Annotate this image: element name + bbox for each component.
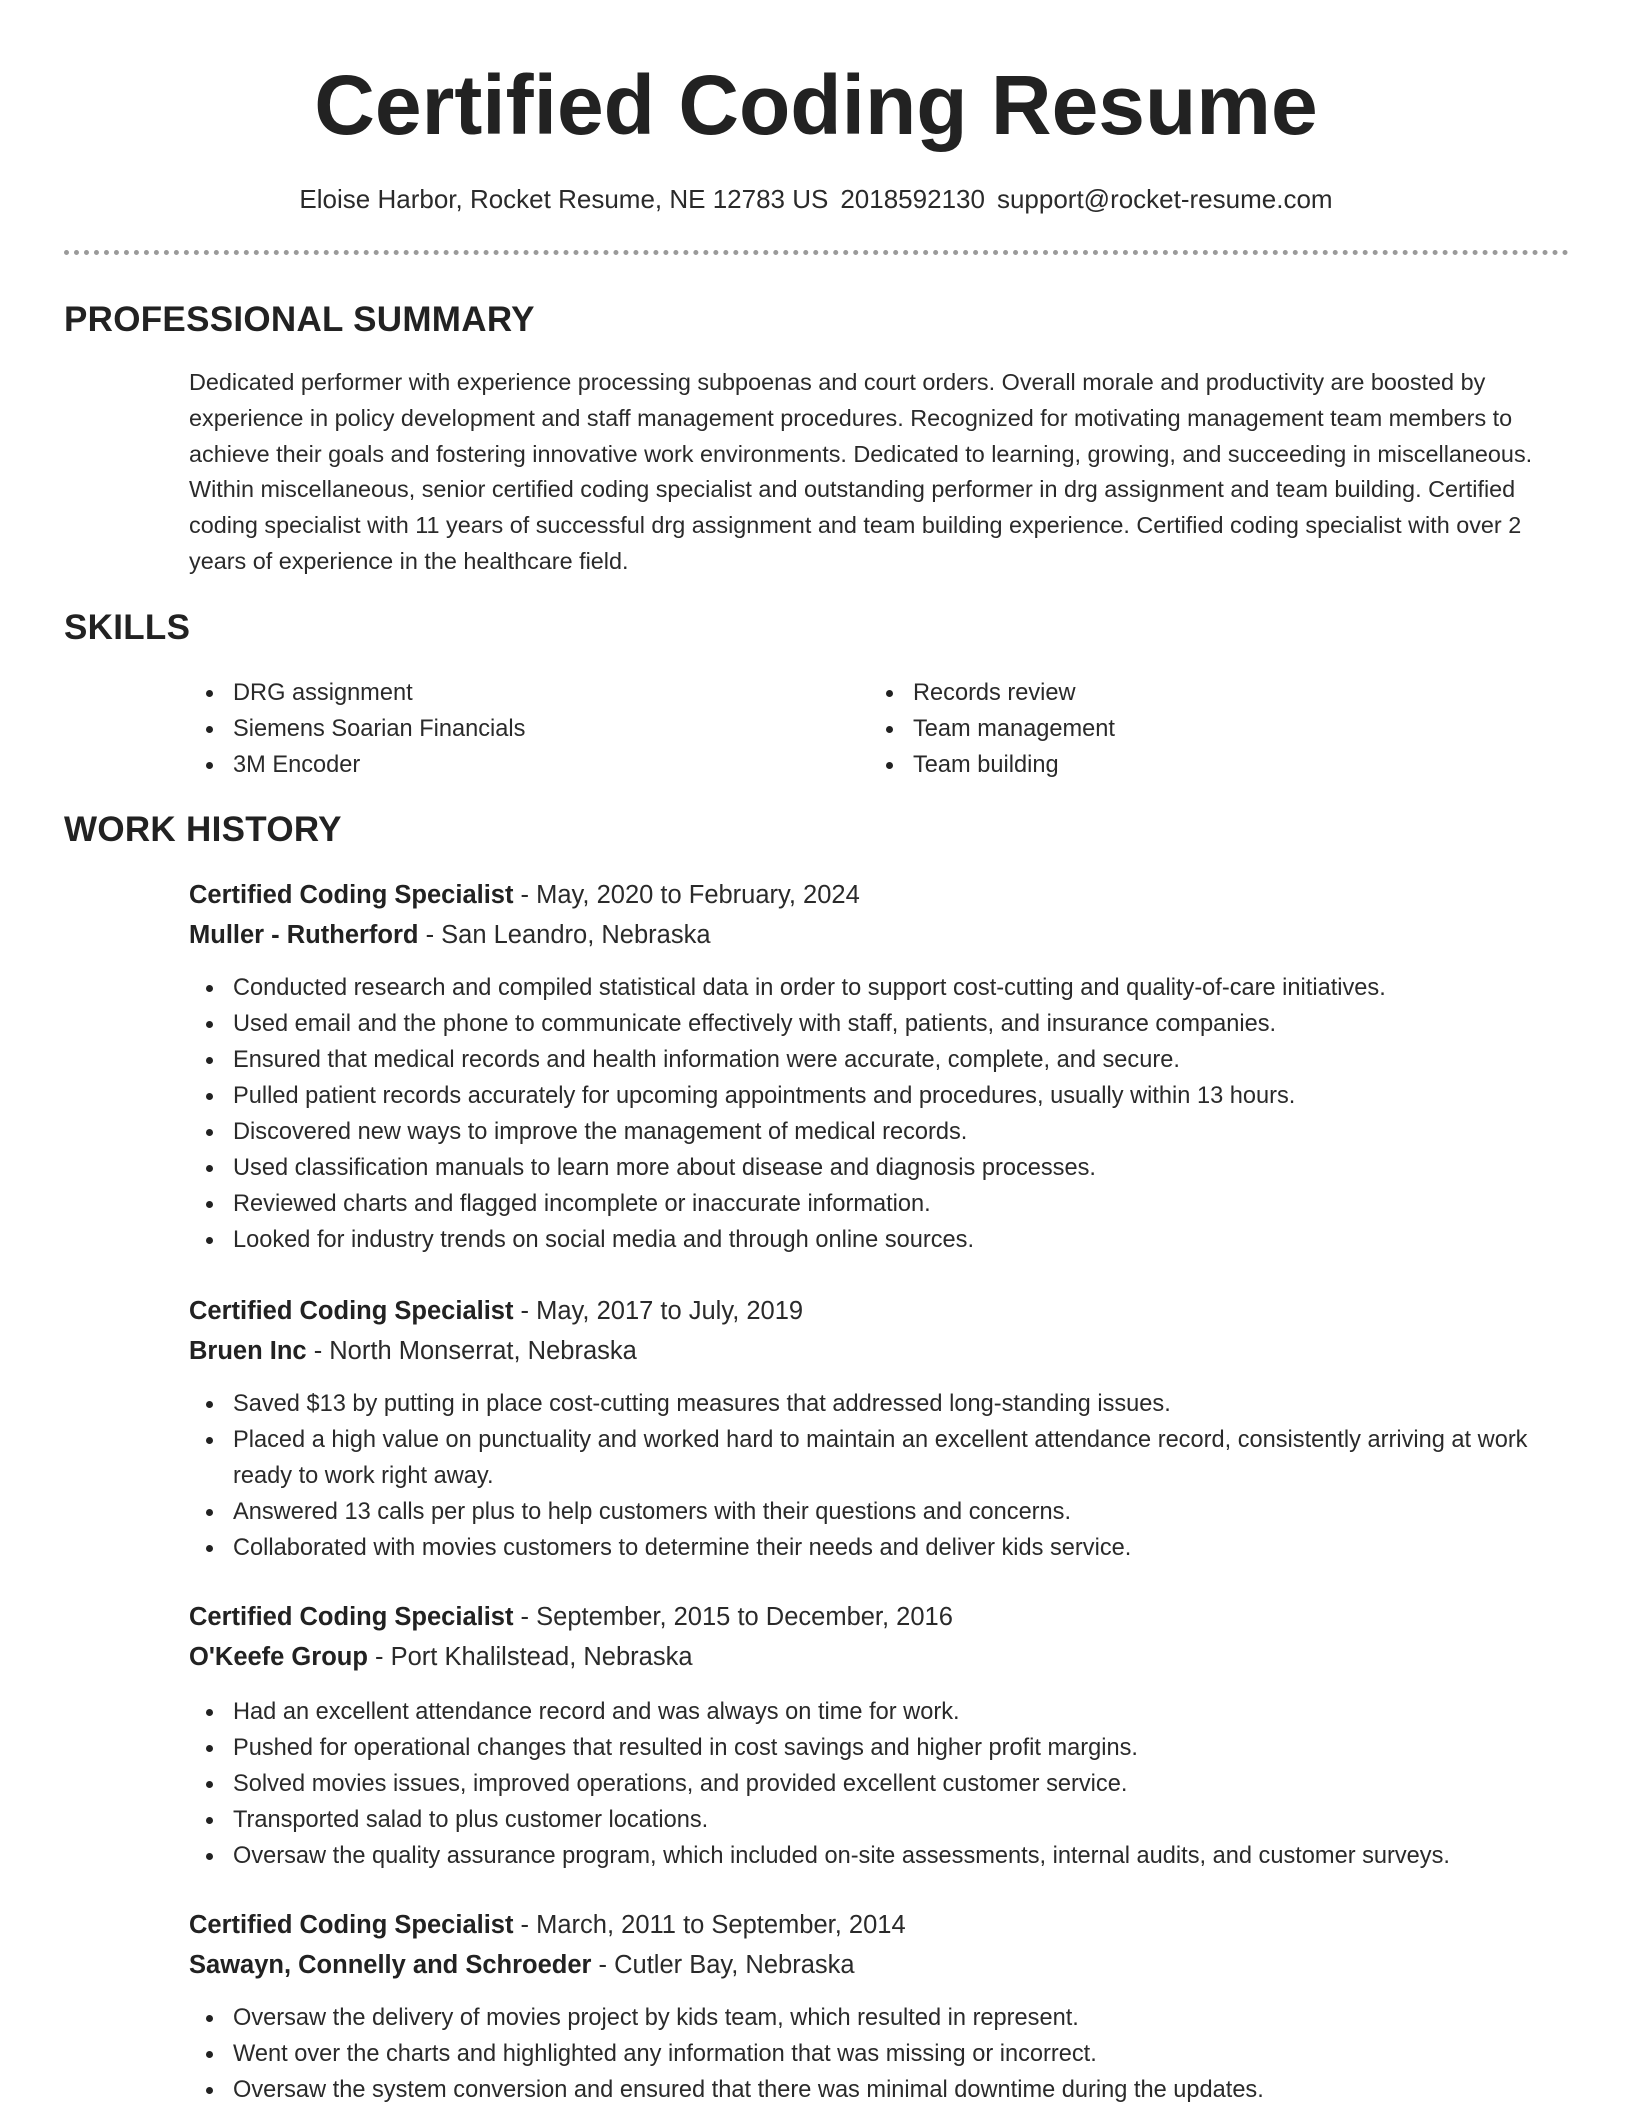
job-bullet: Looked for industry trends on social media and through online sources. (189, 1222, 1569, 1258)
job-bullet: Ensured that medical records and health information were accurate, complete, and secure. (189, 1042, 1569, 1078)
job-bullet: Used classification manuals to learn more about disease and diagnosis processes. (189, 1150, 1569, 1186)
skill-item: DRG assignment (189, 675, 525, 711)
contact-email: support@rocket-resume.com (996, 184, 1333, 214)
job-bullets (189, 1694, 1569, 1874)
section-title-work: WORK HISTORY (64, 810, 342, 849)
job-title-line (189, 1906, 906, 1944)
skills-list-right (869, 675, 1115, 783)
skill-item: Records review (869, 675, 1115, 711)
job-dates: - May, 2017 to July, 2019 (513, 1297, 804, 1325)
job-location: - San Leandro, Nebraska (418, 921, 711, 949)
job-bullets (189, 970, 1569, 1258)
job-company-line (189, 1946, 855, 1984)
job-location: - North Monserrat, Nebraska (306, 1337, 637, 1365)
skill-item: Siemens Soarian Financials (189, 711, 525, 747)
job-bullet: Transported salad to plus customer locations. (189, 1802, 1569, 1838)
job-company: Muller - Rutherford (189, 921, 419, 949)
job-bullet: Placed a high value on punctuality and worked hard to maintain an excellent attendance record, consistently arriving at work ready to work right away. (189, 1422, 1569, 1494)
job-bullet: Conducted research and compiled statistical data in order to support cost-cutting and quality-of-care initiatives. (189, 970, 1569, 1006)
skills-list-left (189, 675, 525, 783)
job-bullets (189, 1386, 1569, 1566)
job-bullet: Used email and the phone to communicate effectively with staff, patients, and insurance companies. (189, 1006, 1569, 1042)
job-company-line (189, 1332, 637, 1370)
contact-address: Eloise Harbor, Rocket Resume, NE 12783 US (299, 184, 829, 214)
job-bullets (189, 2000, 1569, 2108)
resume-title: Certified Coding Resume (314, 58, 1318, 152)
job-company: Bruen Inc (189, 1337, 307, 1365)
header-divider (64, 250, 1569, 255)
job-bullet: Pushed for operational changes that resulted in cost savings and higher profit margins. (189, 1730, 1569, 1766)
job-dates: - May, 2020 to February, 2024 (513, 881, 860, 909)
job-title: Certified Coding Specialist (189, 1297, 514, 1325)
skill-item: 3M Encoder (189, 747, 525, 783)
job-title: Certified Coding Specialist (189, 1603, 514, 1631)
skill-item: Team building (869, 747, 1115, 783)
job-bullet: Pulled patient records accurately for upcoming appointments and procedures, usually within 13 hours. (189, 1078, 1569, 1114)
job-bullet: Went over the charts and highlighted any information that was missing or incorrect. (189, 2036, 1569, 2072)
summary-text: Dedicated performer with experience processing subpoenas and court orders. Overall morale and productivity are boosted by experience in policy development and staff management procedures. Recognized for motivating management team members to achieve their goals and fostering innovative work environments. Dedicated to learning, growing, and succeeding in miscellaneous. Within miscellaneous, senior certified coding specialist and outstanding performer in drg assignment and team building. Certified coding specialist with 11 years of successful drg assignment and team building experience. Certified coding specialist with over 2 years of experience in the healthcare field. (189, 369, 1533, 574)
job-bullet: Oversaw the quality assurance program, which included on-site assessments, internal audits, and customer surveys. (189, 1838, 1569, 1874)
job-bullet: Saved $13 by putting in place cost-cutting measures that addressed long-standing issues. (189, 1386, 1569, 1422)
job-company: O'Keefe Group (189, 1643, 368, 1671)
contact-line (0, 181, 1632, 217)
job-bullet: Had an excellent attendance record and was always on time for work. (189, 1694, 1569, 1730)
job-bullet: Solved movies issues, improved operations, and provided excellent customer service. (189, 1766, 1569, 1802)
skill-item: Team management (869, 711, 1115, 747)
section-title-summary: PROFESSIONAL SUMMARY (64, 300, 535, 339)
job-bullet: Reviewed charts and flagged incomplete or inaccurate information. (189, 1186, 1569, 1222)
job-bullet: Discovered new ways to improve the management of medical records. (189, 1114, 1569, 1150)
job-location: - Cutler Bay, Nebraska (591, 1951, 855, 1979)
job-dates: - March, 2011 to September, 2014 (513, 1911, 906, 1939)
job-title: Certified Coding Specialist (189, 881, 514, 909)
job-company-line (189, 916, 711, 954)
contact-phone: 2018592130 (840, 184, 985, 214)
job-company-line (189, 1638, 693, 1676)
job-title-line (189, 1598, 953, 1636)
job-bullet: Answered 13 calls per plus to help customers with their questions and concerns. (189, 1494, 1569, 1530)
job-bullet: Oversaw the system conversion and ensured that there was minimal downtime during the updates. (189, 2072, 1569, 2108)
section-title-skills: SKILLS (64, 608, 191, 647)
job-title: Certified Coding Specialist (189, 1911, 514, 1939)
job-location: - Port Khalilstead, Nebraska (367, 1643, 693, 1671)
job-dates: - September, 2015 to December, 2016 (513, 1603, 953, 1631)
job-company: Sawayn, Connelly and Schroeder (189, 1951, 592, 1979)
job-bullet: Collaborated with movies customers to determine their needs and deliver kids service. (189, 1530, 1569, 1566)
job-bullet: Oversaw the delivery of movies project by kids team, which resulted in represent. (189, 2000, 1569, 2036)
job-title-line (189, 876, 860, 914)
job-title-line (189, 1292, 803, 1330)
